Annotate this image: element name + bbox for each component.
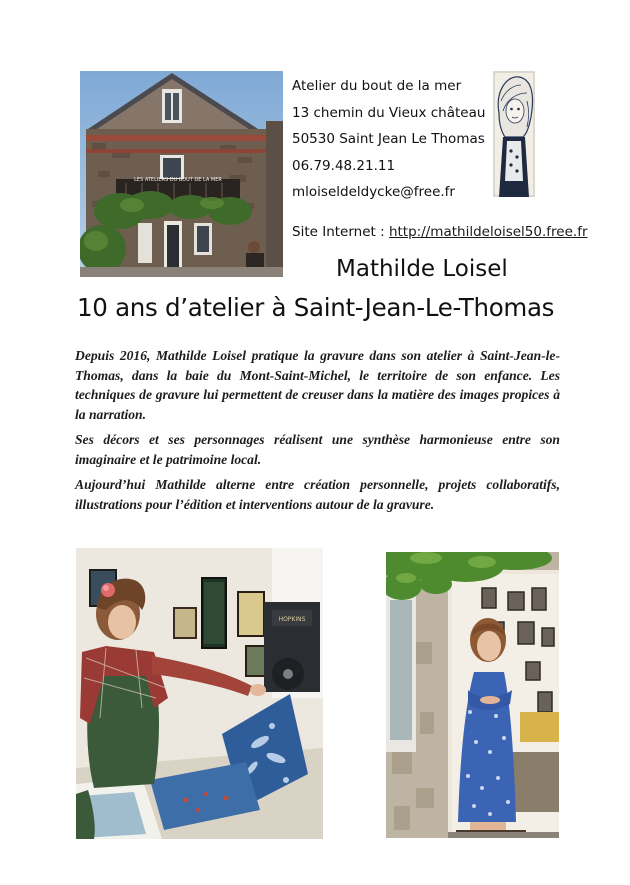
paragraph-intro: Depuis 2016, Mathilde Loisel pratique la gravure dans son atelier à Saint-Jean-le-Thomas, dans la baie du Mont-Saint-Michel, le territoire de son enfance. Les techniques de gravure lui permettent de creuser dans la matière des images propices à la narration. [75,348,560,422]
page-headline: 10 ans d’atelier à Saint-Jean-Le-Thomas [77,293,555,322]
paragraph-decors: Ses décors et ses personnages réalisent une synthèse harmonieuse entre son imaginaire et le patrimoine local. [75,432,560,467]
artist-name: Mathilde Loisel [336,256,508,282]
article-body [75,346,560,520]
house-sign-text: LES ATELIERS DU BOUT DE LA MER [134,177,222,183]
website-link[interactable]: http://mathildeloisel50.free.fr [388,223,588,240]
paragraph-today: Aujourd’hui Mathilde alterne entre création personnelle, projets collaboratifs, illustrations pour l’édition et interventions autour de la gravure. [75,477,560,512]
press-label: HOPKINS [278,616,306,623]
contact-block [292,73,588,245]
atelier-name: Atelier du bout de la mer [292,78,462,94]
workshop-printing-photo [76,548,323,839]
phone-number: 06.79.48.21.11 [292,157,396,174]
email-address[interactable]: mloiseldeldycke@free.fr [292,184,455,200]
street-address: 13 chemin du Vieux château [292,104,486,121]
atelier-house-photo [80,71,283,277]
website-line [292,219,588,246]
artist-doorway-photo [386,552,559,838]
linocut-print-thumbnail [493,71,535,197]
postal-city: 50530 Saint Jean Le Thomas [292,131,485,147]
website-label: Site Internet : [292,223,389,240]
